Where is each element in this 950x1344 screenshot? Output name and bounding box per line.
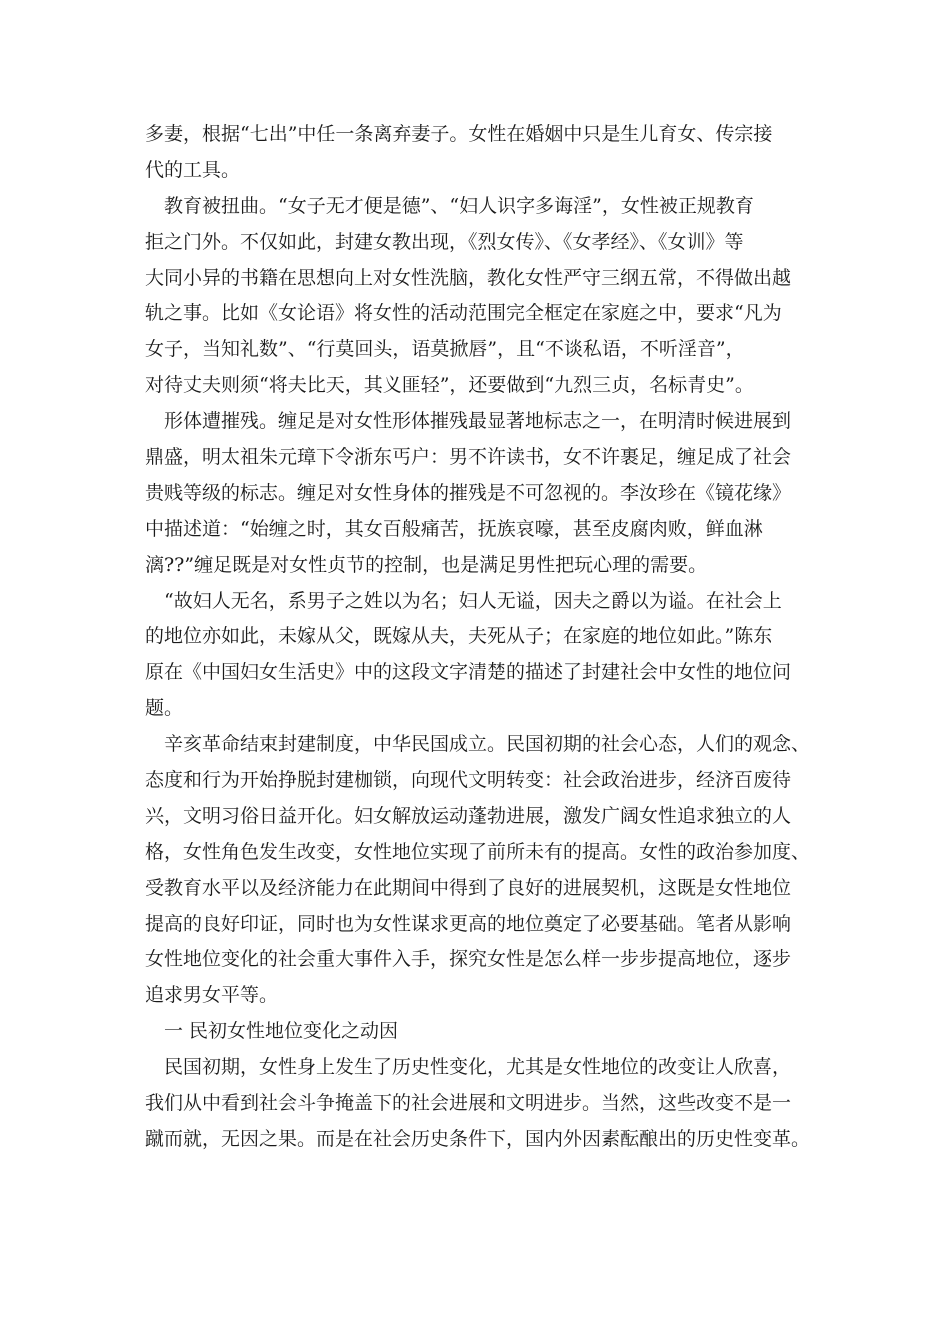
text-line: 原在《中国妇女生活史》中的这段文字清楚的描述了封建社会中女性的地位问 — [145, 661, 792, 684]
text-line: 题。 — [145, 697, 184, 720]
text-line: 我们从中看到社会斗争掩盖下的社会进展和文明进步。当然，这些改变不是一 — [145, 1092, 792, 1115]
text-line: 漓??”缠足既是对女性贞节的控制，也是满足男性把玩心理的需要。 — [145, 553, 708, 576]
text-line: 贵贱等级的标志。缠足对女性身体的摧残是不可忽视的。李汝珍在《镜花缘》 — [145, 481, 792, 504]
paragraph-start-line: “故妇人无名，系男子之姓以为名；妇人无谥，因夫之爵以为谥。在社会上 — [164, 589, 782, 612]
text-line: 追求男女平等。 — [145, 984, 279, 1007]
text-line: 中描述道：“始缠之时，其女百般痛苦，抚族哀嚎，甚至皮腐肉败，鲜血淋 — [145, 517, 763, 540]
text-line: 对待丈夫则须“将夫比天，其义匪轻”，还要做到“九烈三贞，名标青史”。 — [145, 374, 754, 397]
text-line: 蹴而就，无因之果。而是在社会历史条件下，国内外因素酝酿出的历史性变革。 — [145, 1127, 811, 1150]
paragraph-start-line: 教育被扭曲。“女子无才便是德”、“妇人识字多诲淫”，女性被正规教育 — [164, 194, 754, 217]
text-line: 格，女性角色发生改变，女性地位实现了前所未有的提高。女性的政治参加度、 — [145, 840, 811, 863]
text-line: 拒之门外。不仅如此，封建女教出现，《烈女传》、《女孝经》、《女训》等 — [145, 230, 744, 253]
text-line: 代的工具。 — [145, 158, 241, 181]
text-line: 轨之事。比如《女论语》将女性的活动范围完全框定在家庭之中，要求“凡为 — [145, 302, 782, 325]
text-line: 女性地位变化的社会重大事件入手，探究女性是怎么样一步步提高地位，逐步 — [145, 948, 792, 971]
text-line: 受教育水平以及经济能力在此期间中得到了良好的进展契机，这既是女性地位 — [145, 876, 792, 899]
text-line: 态度和行为开始挣脱封建枷锁，向现代文明转变：社会政治进步，经济百废待 — [145, 769, 792, 792]
document-body — [145, 117, 810, 1158]
paragraph-start-line: 民国初期，女性身上发生了历史性变化，尤其是女性地位的改变让人欣喜， — [164, 1056, 792, 1079]
text-line: 提高的良好印证，同时也为女性谋求更高的地位奠定了必要基础。笔者从影响 — [145, 912, 792, 935]
text-line: 的地位亦如此，未嫁从父，既嫁从夫，夫死从子；在家庭的地位如此。”陈东 — [145, 625, 773, 648]
text-line: 女子，当知礼数”、“行莫回头，语莫掀唇”，且“不谈私语，不听淫音”， — [145, 338, 745, 361]
text-line: 多妻，根据“七出”中任一条离弃妻子。女性在婚姻中只是生儿育女、传宗接 — [145, 123, 773, 145]
text-line: 大同小异的书籍在思想向上对女性洗脑，教化女性严守三纲五常，不得做出越 — [145, 266, 792, 289]
text-line: 鼎盛，明太祖朱元璋下令浙东丐户：男不许读书，女不许裹足，缠足成了社会 — [145, 446, 792, 469]
text-line: 兴，文明习俗日益开化。妇女解放运动蓬勃进展，激发广阔女性追求独立的人 — [145, 804, 792, 827]
paragraph-start-line: 形体遭摧残。缠足是对女性形体摧残最显著地标志之一，在明清时候进展到 — [164, 410, 792, 433]
paragraph-start-line: 辛亥革命结束封建制度，中华民国成立。民国初期的社会心态，人们的观念、 — [164, 733, 811, 756]
section-heading: 一 民初女性地位变化之动因 — [164, 1020, 399, 1043]
